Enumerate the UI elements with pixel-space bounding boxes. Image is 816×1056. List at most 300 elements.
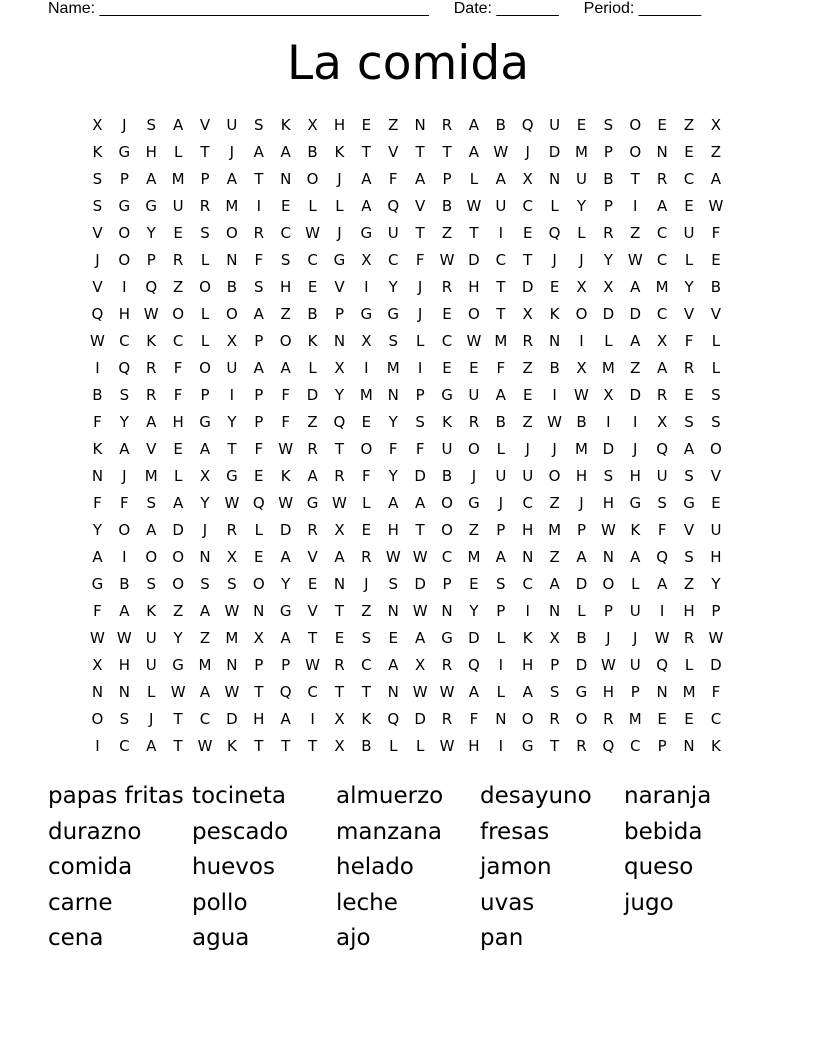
grid-letter: O <box>118 521 131 539</box>
grid-letter: S <box>684 467 694 485</box>
grid-letter: Q <box>252 494 265 512</box>
grid-letter: X <box>92 656 103 674</box>
grid-letter: S <box>711 413 721 431</box>
grid-letter: Y <box>388 413 398 431</box>
grid-letter: D <box>279 521 292 539</box>
grid-letter: P <box>254 386 264 404</box>
grid-letter: D <box>548 143 561 161</box>
grid-letter: F <box>362 467 371 485</box>
word-bank-item: pescado <box>192 818 289 845</box>
grid-letter: I <box>95 359 100 377</box>
grid-letter: Z <box>630 359 641 377</box>
grid-letter: I <box>579 332 584 350</box>
grid-letter: S <box>254 278 264 296</box>
grid-letter: Y <box>119 413 129 431</box>
grid-letter: C <box>199 710 211 728</box>
grid-letter: J <box>552 251 557 269</box>
grid-letter: U <box>522 467 534 485</box>
grid-letter: U <box>495 197 507 215</box>
grid-letter: V <box>334 278 345 296</box>
grid-letter: O <box>199 359 211 377</box>
grid-letter: E <box>254 467 264 485</box>
grid-letter: S <box>603 467 614 485</box>
grid-letter: W <box>90 629 105 647</box>
grid-letter: R <box>441 116 453 134</box>
grid-letter: C <box>307 683 318 701</box>
grid-letter: B <box>307 305 318 323</box>
grid-letter: D <box>414 710 426 728</box>
grid-letter: S <box>684 413 694 431</box>
grid-letter: X <box>226 332 238 350</box>
name-label: Name: <box>48 0 96 17</box>
grid-letter: E <box>388 629 398 647</box>
word-bank-item: desayuno <box>480 783 592 809</box>
grid-letter: G <box>521 737 534 755</box>
grid-letter: A <box>630 332 641 350</box>
grid-letter: E <box>684 710 694 728</box>
grid-letter: S <box>92 170 103 188</box>
grid-letter: X <box>361 332 372 350</box>
grid-letter: Z <box>522 413 533 431</box>
grid-letter: H <box>145 143 157 161</box>
grid-letter: J <box>633 440 638 458</box>
grid-letter: S <box>119 710 130 728</box>
grid-letter: O <box>575 305 588 323</box>
grid-letter: D <box>468 251 480 269</box>
grid-letter: A <box>199 440 211 458</box>
grid-letter: M <box>494 332 508 350</box>
grid-letter: F <box>496 359 506 377</box>
grid-letter: A <box>415 170 426 188</box>
grid-letter: U <box>172 197 184 215</box>
grid-letter: V <box>199 116 211 134</box>
grid-letter: J <box>95 251 100 269</box>
grid-letter: X <box>307 116 318 134</box>
grid-letter: C <box>656 305 668 323</box>
grid-letter: I <box>417 359 423 377</box>
grid-letter: O <box>602 575 615 593</box>
word-bank-item: comida <box>48 854 133 880</box>
grid-letter: X <box>253 629 264 647</box>
grid-letter: S <box>254 116 264 134</box>
grid-letter: I <box>310 710 315 728</box>
grid-letter: N <box>387 683 399 701</box>
grid-letter: J <box>417 305 423 323</box>
grid-letter: S <box>200 224 210 242</box>
grid-letter: H <box>333 116 346 134</box>
grid-letter: Q <box>145 278 158 296</box>
grid-letter: E <box>657 710 667 728</box>
grid-letter: W <box>305 224 320 242</box>
grid-letter: A <box>280 629 291 647</box>
grid-letter: W <box>466 332 482 350</box>
grid-letter: J <box>122 116 127 134</box>
grid-letter: D <box>414 575 426 593</box>
grid-letter: U <box>683 224 695 242</box>
grid-letter: T <box>361 683 371 701</box>
grid-letter: Q <box>656 440 669 458</box>
grid-letter: R <box>146 359 157 377</box>
grid-letter: F <box>93 602 102 620</box>
grid-letter: W <box>654 629 670 647</box>
grid-letter: Q <box>656 548 669 566</box>
grid-letter: N <box>280 170 292 188</box>
grid-letter: S <box>361 629 372 647</box>
grid-letter: J <box>229 143 235 161</box>
grid-letter: X <box>226 548 238 566</box>
grid-letter: Q <box>333 413 346 431</box>
student-info-header <box>48 0 748 20</box>
grid-letter: B <box>549 359 560 377</box>
grid-letter: S <box>146 575 156 593</box>
grid-letter: U <box>145 629 157 647</box>
grid-letter: D <box>226 710 238 728</box>
grid-letter: T <box>173 737 183 755</box>
grid-letter: L <box>711 332 721 350</box>
grid-letter: N <box>441 602 453 620</box>
grid-letter: U <box>145 656 157 674</box>
grid-letter: Z <box>172 278 184 296</box>
word-bank-item: pollo <box>192 889 248 916</box>
grid-letter: P <box>630 683 640 701</box>
grid-letter: W <box>439 737 455 755</box>
grid-letter: W <box>143 305 159 323</box>
grid-letter: V <box>683 305 695 323</box>
grid-letter: E <box>442 359 452 377</box>
grid-letter: J <box>337 224 342 242</box>
grid-letter: D <box>602 305 615 323</box>
grid-letter: A <box>657 197 668 215</box>
grid-letter: R <box>334 656 345 674</box>
word-bank-item: uvas <box>480 889 535 916</box>
grid-letter: M <box>601 359 615 377</box>
grid-letter: Y <box>92 521 103 539</box>
grid-letter: A <box>549 575 560 593</box>
grid-letter: B <box>92 386 103 404</box>
grid-letter: D <box>710 656 722 674</box>
grid-letter: M <box>225 629 239 647</box>
grid-letter: L <box>711 359 721 377</box>
grid-letter: H <box>387 521 399 539</box>
grid-letter: P <box>281 656 291 674</box>
grid-letter: A <box>253 143 264 161</box>
grid-letter: T <box>442 143 452 161</box>
grid-letter: R <box>441 710 453 728</box>
grid-letter: W <box>170 683 186 701</box>
grid-letter: B <box>495 116 506 134</box>
grid-letter: J <box>579 251 584 269</box>
grid-letter: E <box>361 521 372 539</box>
grid-letter: S <box>549 683 560 701</box>
grid-letter: A <box>495 548 506 566</box>
grid-letter: X <box>199 467 211 485</box>
grid-letter: A <box>630 548 641 566</box>
grid-letter: I <box>633 197 638 215</box>
grid-letter: O <box>252 575 265 593</box>
grid-letter: G <box>360 305 373 323</box>
grid-letter: E <box>173 440 183 458</box>
grid-letter: R <box>522 332 533 350</box>
grid-letter: H <box>468 737 480 755</box>
grid-letter: L <box>684 656 694 674</box>
word-bank-item: agua <box>192 925 250 951</box>
grid-letter: G <box>468 494 480 512</box>
grid-letter: X <box>334 521 345 539</box>
grid-letter: R <box>576 737 587 755</box>
grid-letter: D <box>602 440 615 458</box>
grid-letter: O <box>225 224 238 242</box>
grid-letter: Z <box>549 548 560 566</box>
grid-letter: J <box>122 467 127 485</box>
grid-letter: N <box>656 683 668 701</box>
word-bank-item: helado <box>336 854 414 880</box>
grid-letter: S <box>119 386 130 404</box>
grid-letter: T <box>334 683 345 701</box>
grid-letter: X <box>334 710 345 728</box>
grid-letter: P <box>496 521 506 539</box>
word-bank-item: jugo <box>624 889 674 916</box>
grid-letter: O <box>172 305 185 323</box>
grid-letter: L <box>577 224 586 242</box>
grid-letter: V <box>307 548 318 566</box>
grid-letter: J <box>606 629 611 647</box>
grid-letter: J <box>525 440 530 458</box>
grid-letter: J <box>149 710 154 728</box>
grid-letter: A <box>146 170 157 188</box>
grid-letter: S <box>657 494 667 512</box>
grid-letter: H <box>118 305 130 323</box>
grid-letter: T <box>254 737 264 755</box>
grid-letter: R <box>307 521 318 539</box>
grid-letter: G <box>226 467 238 485</box>
grid-letter: B <box>710 278 722 296</box>
grid-letter: S <box>280 251 291 269</box>
grid-letter: T <box>496 278 506 296</box>
grid-letter: Z <box>388 116 399 134</box>
grid-letter: Q <box>468 656 480 674</box>
grid-letter: W <box>278 494 294 512</box>
grid-letter: F <box>415 251 425 269</box>
grid-letter: G <box>387 305 400 323</box>
grid-letter: M <box>575 143 588 161</box>
grid-letter: L <box>335 197 344 215</box>
grid-letter: N <box>683 737 695 755</box>
grid-letter: D <box>629 386 642 404</box>
grid-letter: L <box>415 737 425 755</box>
grid-letter: M <box>682 683 696 701</box>
grid-letter: N <box>387 602 399 620</box>
grid-letter: X <box>522 170 533 188</box>
grid-letter: F <box>388 170 398 188</box>
grid-letter: T <box>415 521 425 539</box>
grid-letter: R <box>656 170 668 188</box>
grid-letter: A <box>119 602 130 620</box>
grid-letter: A <box>576 548 587 566</box>
grid-letter: L <box>173 143 183 161</box>
grid-letter: A <box>657 575 668 593</box>
grid-letter: I <box>498 224 504 242</box>
grid-letter: I <box>498 656 504 674</box>
grid-letter: Q <box>521 116 534 134</box>
word-bank-item: tocineta <box>192 783 286 809</box>
grid-letter: C <box>441 548 453 566</box>
grid-letter: A <box>468 683 480 701</box>
grid-letter: P <box>334 305 344 323</box>
grid-letter: G <box>333 251 346 269</box>
grid-letter: A <box>495 170 506 188</box>
grid-letter: A <box>683 440 695 458</box>
grid-letter: L <box>147 683 156 701</box>
grid-letter: A <box>172 116 184 134</box>
grid-letter: R <box>441 278 453 296</box>
grid-letter: U <box>226 116 238 134</box>
grid-letter: Y <box>576 197 587 215</box>
grid-letter: W <box>600 656 616 674</box>
grid-letter: L <box>173 467 183 485</box>
grid-letter: G <box>306 494 319 512</box>
grid-letter: C <box>441 332 453 350</box>
grid-letter: A <box>522 683 533 701</box>
grid-letter: U <box>495 467 507 485</box>
grid-letter: G <box>145 197 158 215</box>
grid-letter: V <box>388 143 399 161</box>
grid-letter: E <box>684 143 694 161</box>
grid-letter: K <box>226 737 237 755</box>
grid-letter: R <box>549 710 560 728</box>
grid-letter: Q <box>387 710 400 728</box>
grid-letter: C <box>522 494 533 512</box>
grid-letter: E <box>549 278 560 296</box>
grid-letter: E <box>522 386 533 404</box>
grid-letter: H <box>602 494 614 512</box>
grid-letter: I <box>498 737 504 755</box>
grid-letter: A <box>388 494 399 512</box>
grid-letter: N <box>333 332 346 350</box>
word-bank-item: leche <box>336 889 398 916</box>
grid-letter: I <box>122 548 127 566</box>
grid-letter: P <box>442 170 452 188</box>
grid-letter: A <box>415 629 426 647</box>
grid-letter: O <box>441 494 453 512</box>
grid-letter: W <box>439 683 455 701</box>
grid-letter: P <box>603 197 613 215</box>
grid-letter: P <box>119 170 129 188</box>
grid-letter: R <box>146 386 157 404</box>
grid-letter: N <box>548 332 561 350</box>
grid-letter: O <box>468 305 480 323</box>
grid-letter: E <box>361 116 372 134</box>
grid-letter: W <box>385 548 401 566</box>
grid-letter: J <box>417 278 423 296</box>
grid-letter: A <box>495 386 506 404</box>
grid-letter: S <box>227 575 237 593</box>
grid-letter: A <box>92 548 103 566</box>
grid-letter: W <box>224 602 240 620</box>
grid-letter: B <box>495 413 506 431</box>
grid-letter: V <box>710 305 722 323</box>
grid-letter: W <box>600 521 616 539</box>
grid-letter: I <box>256 197 261 215</box>
grid-letter: X <box>361 251 372 269</box>
grid-letter: A <box>307 467 318 485</box>
grid-letter: A <box>280 710 291 728</box>
grid-letter: U <box>441 440 453 458</box>
grid-letter: R <box>361 548 372 566</box>
grid-letter: P <box>657 737 667 755</box>
grid-letter: O <box>360 440 373 458</box>
grid-letter: N <box>91 683 104 701</box>
grid-letter: H <box>522 521 534 539</box>
grid-letter: R <box>683 629 695 647</box>
grid-letter: A <box>468 143 480 161</box>
grid-letter: Y <box>711 575 721 593</box>
grid-letter: Z <box>172 602 184 620</box>
grid-letter: C <box>656 251 668 269</box>
grid-letter: B <box>576 413 587 431</box>
grid-letter: X <box>657 413 668 431</box>
grid-letter: O <box>279 332 292 350</box>
grid-letter: T <box>550 737 560 755</box>
grid-letter: Z <box>522 359 533 377</box>
grid-letter: J <box>471 467 477 485</box>
grid-letter: M <box>225 197 239 215</box>
grid-letter: P <box>496 602 506 620</box>
grid-letter: O <box>521 710 534 728</box>
grid-letter: A <box>253 359 264 377</box>
grid-letter: W <box>332 494 347 512</box>
grid-letter: M <box>628 710 642 728</box>
grid-letter: H <box>468 278 480 296</box>
grid-letter: X <box>334 359 345 377</box>
grid-letter: N <box>656 143 668 161</box>
grid-letter: L <box>469 170 479 188</box>
grid-letter: K <box>711 737 721 755</box>
date-label: Date: <box>453 0 492 17</box>
grid-letter: P <box>200 170 210 188</box>
grid-letter: U <box>656 467 668 485</box>
grid-letter: R <box>603 224 614 242</box>
grid-letter: U <box>226 359 238 377</box>
grid-letter: X <box>334 737 345 755</box>
grid-letter: H <box>253 710 265 728</box>
grid-letter: W <box>278 440 294 458</box>
grid-letter: L <box>200 332 210 350</box>
grid-letter: A <box>280 548 291 566</box>
grid-letter: C <box>522 197 533 215</box>
grid-letter: H <box>602 683 614 701</box>
grid-letter: K <box>334 143 345 161</box>
grid-letter: D <box>575 575 588 593</box>
grid-letter: K <box>146 332 157 350</box>
grid-letter: X <box>576 278 587 296</box>
grid-letter: H <box>629 467 641 485</box>
grid-letter: F <box>93 494 102 512</box>
grid-letter: X <box>603 386 614 404</box>
grid-letter: T <box>307 629 318 647</box>
grid-letter: P <box>550 656 560 674</box>
grid-letter: Q <box>91 305 104 323</box>
grid-letter: G <box>360 224 373 242</box>
grid-letter: S <box>684 548 694 566</box>
grid-letter: B <box>441 467 453 485</box>
grid-letter: I <box>606 413 611 431</box>
grid-letter: F <box>388 440 398 458</box>
word-bank-item: durazno <box>48 818 142 845</box>
grid-letter: J <box>202 521 208 539</box>
grid-letter: C <box>522 575 533 593</box>
grid-letter: O <box>91 710 104 728</box>
grid-letter: N <box>548 602 561 620</box>
